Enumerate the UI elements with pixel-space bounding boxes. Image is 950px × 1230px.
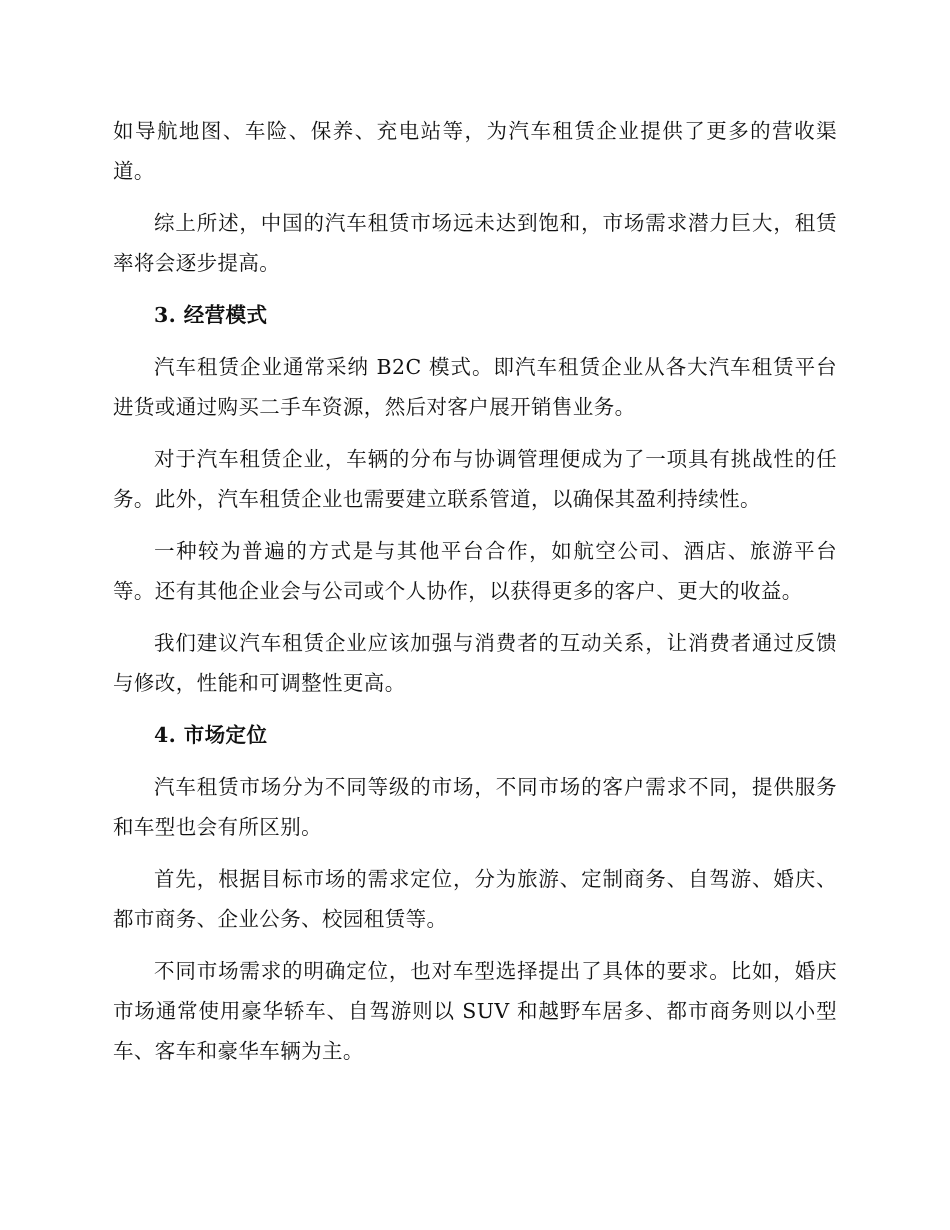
section-heading-business-model: 3. 经营模式: [154, 303, 268, 327]
paragraph-vehicle-requirements: 不同市场需求的明确定位，也对车型选择提出了具体的要求。比如，婚庆市场通常使用豪华轿车、自驾游则以 SUV 和越野车居多、都市商务则以小型车、客车和豪华车辆为主。: [113, 959, 837, 1063]
paragraph-consumer-interaction: 我们建议汽车租赁企业应该加强与消费者的互动关系，让消费者通过反馈与修改，性能和可调整性更高。: [113, 631, 837, 695]
document-body: [113, 111, 837, 1083]
paragraph-b2c-model: 汽车租赁企业通常采纳 B2C 模式。即汽车租赁企业从各大汽车租赁平台进货或通过购买二手车资源，然后对客户展开销售业务。: [113, 355, 837, 419]
paragraph-vehicle-management: 对于汽车租赁企业，车辆的分布与协调管理便成为了一项具有挑战性的任务。此外，汽车租赁企业也需要建立联系管道，以确保其盈利持续性。: [113, 447, 837, 511]
paragraph-continuation: 如导航地图、车险、保养、充电站等，为汽车租赁企业提供了更多的营收渠道。: [113, 119, 837, 183]
section-heading-market-positioning: 4. 市场定位: [154, 723, 268, 747]
paragraph-market-tiers: 汽车租赁市场分为不同等级的市场，不同市场的客户需求不同，提供服务和车型也会有所区别。: [113, 775, 837, 839]
paragraph-platform-cooperation: 一种较为普遍的方式是与其他平台合作，如航空公司、酒店、旅游平台等。还有其他企业会与公司或个人协作，以获得更多的客户、更大的收益。: [113, 539, 837, 603]
paragraph-target-markets: 首先，根据目标市场的需求定位，分为旅游、定制商务、自驾游、婚庆、都市商务、企业公务、校园租赁等。: [113, 867, 837, 931]
paragraph-summary: 综上所述，中国的汽车租赁市场远未达到饱和，市场需求潜力巨大，租赁率将会逐步提高。: [113, 211, 837, 275]
